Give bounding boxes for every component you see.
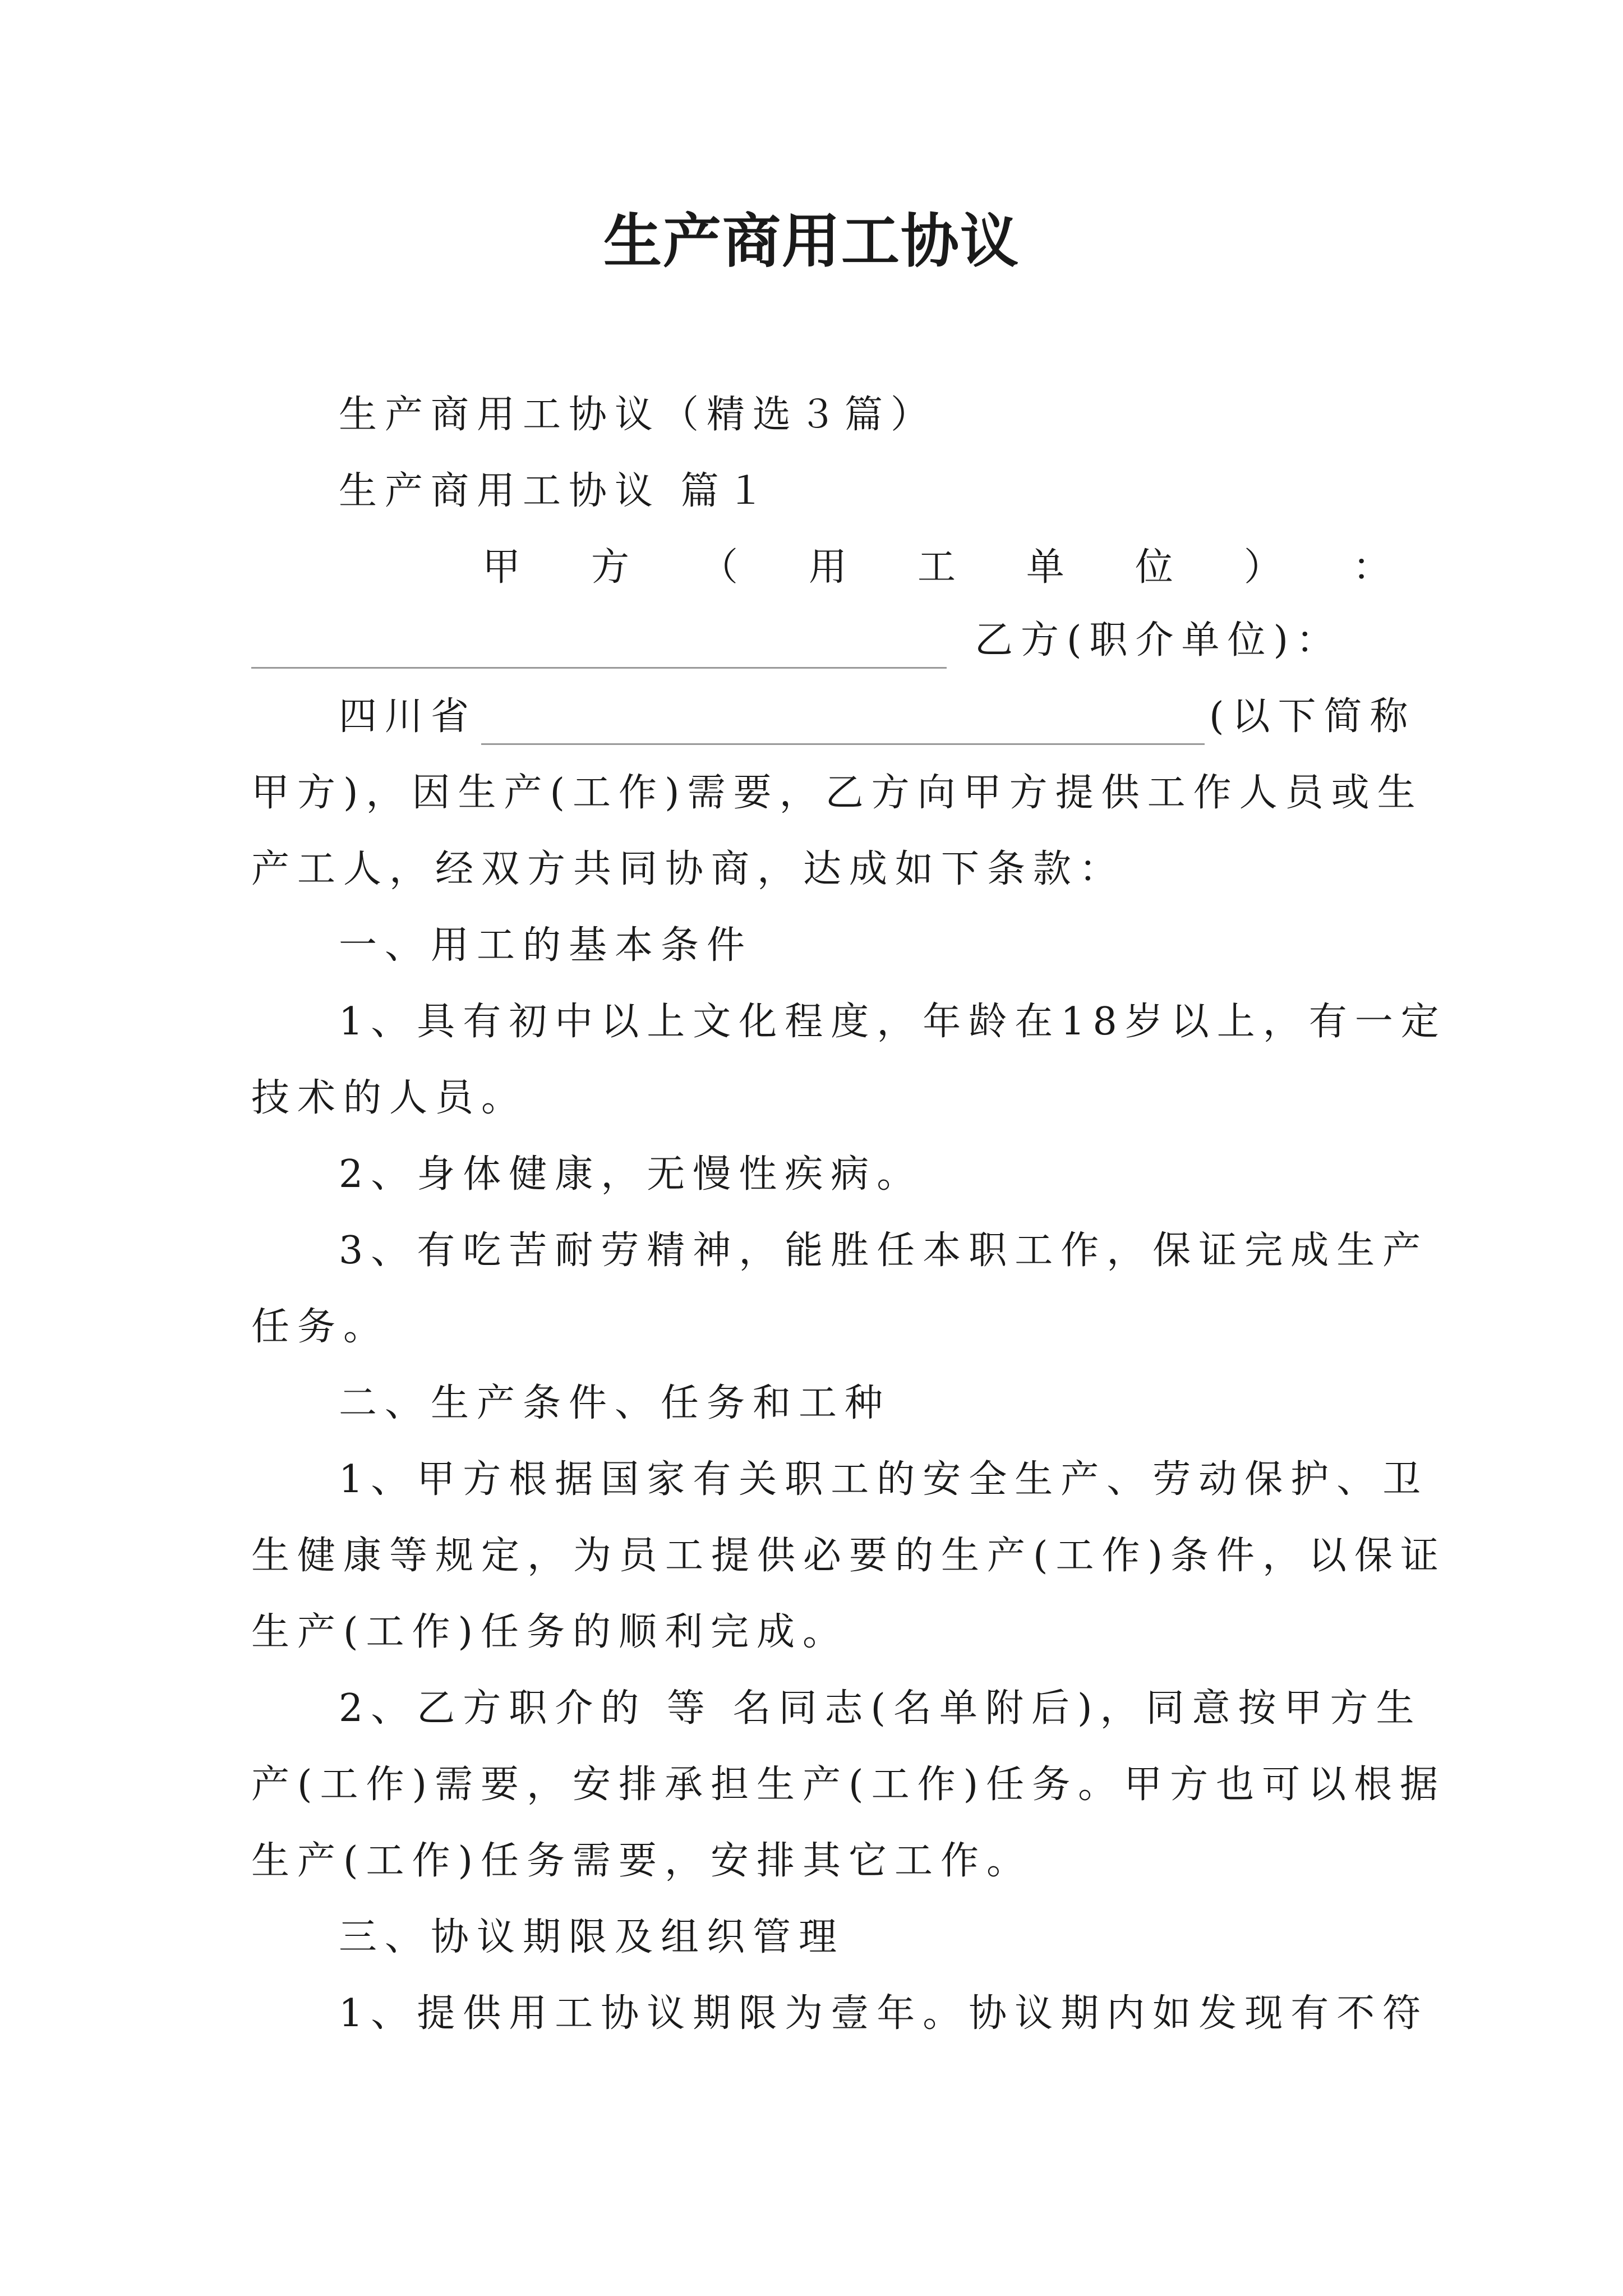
section-heading: 一、用工的基本条件 xyxy=(339,923,753,968)
paragraph-line: 2、身体健康，无慢性疾病。 xyxy=(339,1152,923,1197)
province-blank-field xyxy=(481,704,1205,745)
party-a-char: （ xyxy=(699,545,738,590)
party-a-char: 工 xyxy=(917,545,956,590)
paragraph-line: 任务。 xyxy=(251,1305,390,1349)
party-a-char: 方 xyxy=(591,545,629,590)
paragraph-line: 生产(工作)任务的顺利完成。 xyxy=(251,1610,849,1654)
party-a-char: ） xyxy=(1243,545,1282,590)
paragraph-line: 生健康等规定，为员工提供必要的生产(工作)条件，以保证 xyxy=(251,1534,1447,1578)
section-heading: 生产商用工协议 篇１ xyxy=(339,469,773,513)
party-b-line xyxy=(251,613,1391,669)
party-a-char: ： xyxy=(1352,545,1391,590)
paragraph-line: 1、具有初中以上文化程度，年龄在18岁以上，有一定 xyxy=(339,1000,1447,1044)
party-a-char: 单 xyxy=(1026,545,1064,590)
party-a-char: 甲 xyxy=(482,545,521,590)
paragraph-line: 1、甲方根据国家有关职工的安全生产、劳动保护、卫 xyxy=(339,1457,1429,1502)
document-subtitle: 生产商用工协议（精选３篇） xyxy=(339,393,937,437)
party-b-label: 乙方(职介单位)： xyxy=(975,618,1343,662)
section-heading: 三、协议期限及组织管理 xyxy=(339,1915,845,1959)
party-a-blank-field xyxy=(251,628,947,669)
paragraph-line: 2、乙方职介的 等 名同志(名单附后)，同意按甲方生 xyxy=(339,1686,1422,1731)
section-heading: 二、生产条件、任务和工种 xyxy=(339,1381,891,1425)
province-prefix: 四川省 xyxy=(339,694,477,739)
paragraph-line: 1、提供用工协议期限为壹年。协议期内如发现有不符 xyxy=(339,1991,1429,2036)
province-line xyxy=(339,689,1416,745)
paragraph-line: 3、有吃苦耐劳精神，能胜任本职工作，保证完成生产 xyxy=(339,1228,1429,1273)
province-suffix: (以下简称 xyxy=(1209,694,1416,739)
party-a-char: 位 xyxy=(1135,545,1173,590)
paragraph-line: 技术的人员。 xyxy=(251,1076,528,1120)
document-title: 生产商用工协议 xyxy=(603,206,1020,275)
paragraph-line: 生产(工作)任务需要，安排其它工作。 xyxy=(251,1839,1033,1883)
party-a-line xyxy=(482,540,1391,596)
paragraph-line: 甲方)，因生产(工作)需要，乙方向甲方提供工作人员或生 xyxy=(251,771,1423,815)
party-a-char: 用 xyxy=(808,545,847,590)
paragraph-line: 产(工作)需要，安排承担生产(工作)任务。甲方也可以根据 xyxy=(251,1763,1446,1807)
paragraph-line: 产工人，经双方共同协商，达成如下条款： xyxy=(251,847,1126,891)
